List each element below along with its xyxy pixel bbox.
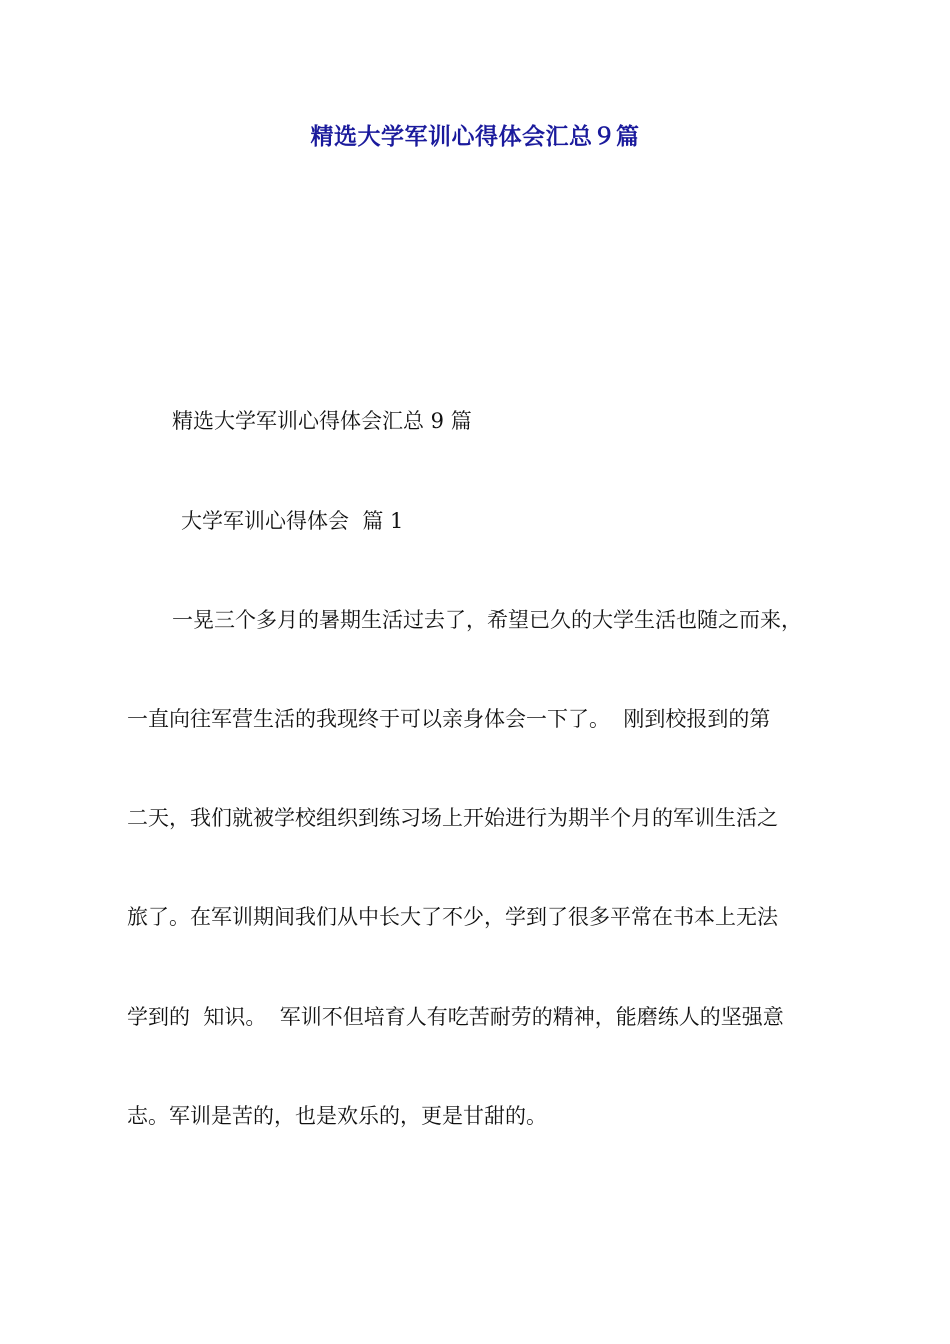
paragraph-line: 二天，我们就被学校组织到练习场上开始进行为期半个月的军训生活之: [127, 806, 778, 830]
paragraph-line: 一晃三个多月的暑期生活过去了，希望已久的大学生活也随之而来，: [172, 608, 802, 632]
paragraph-line: 旅了。在军训期间我们从中长大了不少，学到了很多平常在书本上无法: [127, 905, 778, 929]
paragraph-line: 志。军训是苦的，也是欢乐的，更是甘甜的。: [127, 1104, 547, 1128]
section-heading: 大学军训心得体会 篇 1: [181, 509, 404, 533]
document-title: 精选大学军训心得体会汇总９篇: [310, 124, 640, 150]
paragraph-line: 一直向往军营生活的我现终于可以亲身体会一下了。 刚到校报到的第: [127, 707, 771, 731]
document-subtitle: 精选大学军训心得体会汇总 9 篇: [172, 409, 472, 433]
paragraph-line: 学到的 知识。 军训不但培育人有吃苦耐劳的精神，能磨练人的坚强意: [127, 1005, 784, 1029]
